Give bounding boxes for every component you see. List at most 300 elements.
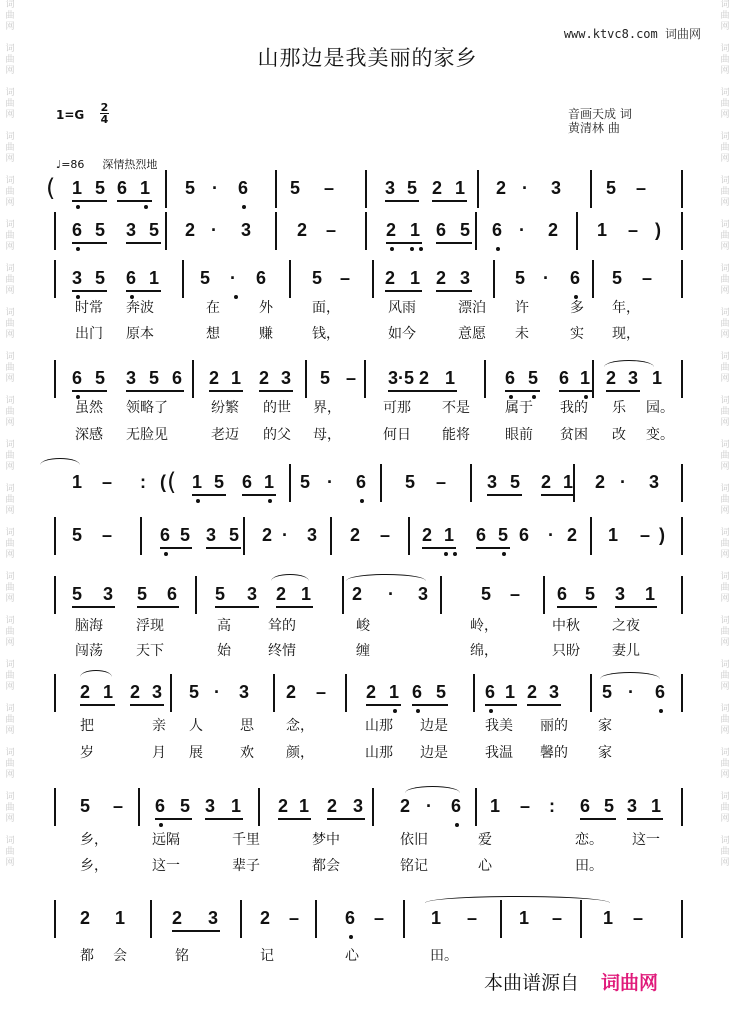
lyric-syllable: 可那	[383, 400, 411, 416]
note: ·	[548, 525, 554, 545]
note: 3	[487, 472, 498, 492]
note: 2	[185, 220, 196, 240]
octave-dot	[410, 247, 414, 251]
note: 5	[604, 796, 615, 816]
note: –	[324, 178, 335, 198]
barline	[258, 788, 260, 826]
lyric-syllable: 远隔	[152, 832, 180, 848]
octave-dot	[144, 205, 148, 209]
beam-underline	[388, 390, 457, 392]
note: 3	[628, 368, 639, 388]
lyric-syllable: 恋。	[575, 832, 603, 848]
note: 1	[519, 908, 530, 928]
note: 5	[214, 472, 225, 492]
note: 1	[140, 178, 151, 198]
note: 3	[241, 220, 252, 240]
beam-underline	[126, 290, 161, 292]
lyric-syllable: 高	[217, 618, 231, 634]
note: ·	[543, 268, 549, 288]
note: 5	[405, 472, 416, 492]
note: 1	[115, 908, 126, 928]
barline	[54, 517, 56, 555]
lyric-syllable: 绵，	[470, 643, 498, 659]
note: 3	[281, 368, 292, 388]
note: 6	[256, 268, 267, 288]
lyric-syllable: 田。	[575, 858, 603, 874]
note: 5	[498, 525, 509, 545]
time-signature: 2 4	[100, 101, 109, 126]
note: 1	[580, 368, 591, 388]
barline	[342, 576, 344, 614]
lyric-syllable: 乡，	[80, 858, 108, 874]
note: 2	[130, 682, 141, 702]
lyric-syllable: 只盼	[552, 643, 580, 659]
note: ·	[327, 472, 333, 492]
note: –	[436, 472, 447, 492]
beam-underline	[559, 390, 592, 392]
note: 5	[229, 525, 240, 545]
beam-underline	[278, 818, 311, 820]
lyric-syllable: 多	[570, 300, 584, 316]
barline	[681, 674, 683, 712]
octave-dot	[393, 709, 397, 713]
note: 3	[247, 584, 258, 604]
note: ·	[426, 796, 432, 816]
note: 3·5	[388, 368, 415, 388]
note: 5	[481, 584, 492, 604]
note: :	[140, 472, 146, 492]
note: 2	[595, 472, 606, 492]
note: 1	[505, 682, 516, 702]
note: 2	[286, 682, 297, 702]
lyric-syllable: 我的	[560, 400, 588, 416]
lyric-syllable: 贫困	[560, 427, 588, 443]
note: 5	[510, 472, 521, 492]
barline	[590, 170, 592, 208]
note: 2	[541, 472, 552, 492]
note: 1	[652, 368, 663, 388]
beam-underline	[205, 818, 243, 820]
barline	[372, 788, 374, 826]
beam-underline	[72, 390, 107, 392]
note: 1	[72, 472, 83, 492]
note: 5	[180, 525, 191, 545]
beam-underline	[72, 290, 107, 292]
barline	[54, 788, 56, 826]
note: 6	[485, 682, 496, 702]
note: 3	[353, 796, 364, 816]
note: 3	[126, 368, 137, 388]
lyric-syllable: 爱	[478, 832, 492, 848]
note: 2	[352, 584, 363, 604]
beam-underline	[366, 704, 401, 706]
beam-underline	[385, 200, 419, 202]
beam-underline	[72, 242, 107, 244]
note: 6	[155, 796, 166, 816]
note: 5	[149, 220, 160, 240]
note: 2	[548, 220, 559, 240]
barline	[408, 517, 410, 555]
note: 1	[264, 472, 275, 492]
lyric-syllable: 属于	[505, 400, 533, 416]
lyric-syllable: 纷繁	[211, 400, 239, 416]
beam-underline	[327, 818, 365, 820]
lyric-syllable: 何日	[383, 427, 411, 443]
note: –	[552, 908, 563, 928]
lyric-syllable: 我美	[485, 718, 513, 734]
lyric-syllable: 丽的	[540, 718, 568, 734]
lyric-syllable: 变。	[646, 427, 674, 443]
expression: 深情热烈地	[102, 158, 158, 171]
beam-underline	[606, 390, 640, 392]
note: 3	[649, 472, 660, 492]
note: 5	[436, 682, 447, 702]
note: 2	[422, 525, 433, 545]
lyric-syllable: 山那	[365, 745, 393, 761]
octave-dot	[419, 247, 423, 251]
note: 1	[445, 368, 456, 388]
note: 6	[242, 472, 253, 492]
note: –	[374, 908, 385, 928]
note: 5	[602, 682, 613, 702]
note: 1	[389, 682, 400, 702]
octave-dot	[444, 552, 448, 556]
lyric-syllable: 田。	[430, 948, 458, 964]
note: 6	[345, 908, 356, 928]
lyric-syllable: 外	[259, 300, 273, 316]
barline	[681, 900, 683, 938]
beam-underline	[385, 290, 422, 292]
note: 3	[385, 178, 396, 198]
lyric-syllable: 现，	[612, 326, 640, 342]
lyric-syllable: 岭，	[470, 618, 498, 634]
note: 3	[307, 525, 318, 545]
lyric-syllable: 展	[189, 745, 203, 761]
octave-dot	[76, 247, 80, 251]
octave-dot	[659, 709, 663, 713]
octave-dot	[130, 295, 134, 299]
tempo-marking	[56, 156, 157, 172]
barline	[289, 464, 291, 502]
beam-underline	[137, 606, 179, 608]
lyric-syllable: 馨的	[540, 745, 568, 761]
note: 3	[152, 682, 163, 702]
note: 2	[366, 682, 377, 702]
lyric-syllable: 峻	[356, 618, 370, 634]
note: 5	[80, 796, 91, 816]
beam-underline	[615, 606, 657, 608]
note: 5	[72, 584, 83, 604]
lyric-syllable: 梦中	[312, 832, 340, 848]
barline	[273, 674, 275, 712]
note: 6	[356, 472, 367, 492]
octave-dot	[159, 823, 163, 827]
octave-dot	[76, 295, 80, 299]
note: 1	[603, 908, 614, 928]
barline	[54, 900, 56, 938]
beam-underline	[386, 242, 422, 244]
note: 1	[608, 525, 619, 545]
tie-slur	[604, 360, 654, 367]
beam-underline	[126, 390, 184, 392]
beam-underline	[485, 704, 517, 706]
note: (	[160, 472, 166, 492]
lyric-syllable: 天下	[136, 643, 164, 659]
note: 2	[496, 178, 507, 198]
barline	[365, 212, 367, 250]
lyric-syllable: 都会	[312, 858, 340, 874]
note: –	[340, 268, 351, 288]
octave-dot	[360, 499, 364, 503]
note: –	[520, 796, 531, 816]
note: 1	[490, 796, 501, 816]
tie-slur	[600, 672, 660, 679]
lyric-syllable: 欢	[240, 745, 254, 761]
lyric-syllable: 铭记	[400, 858, 428, 874]
lyric-syllable: 颜，	[286, 745, 314, 761]
beam-underline	[206, 547, 241, 549]
lyric-syllable: 之夜	[612, 618, 640, 634]
tempo-bpm: ♩=86	[56, 158, 85, 171]
note: 6	[492, 220, 503, 240]
barline	[364, 360, 366, 398]
note: 3	[549, 682, 560, 702]
note: 1	[231, 796, 242, 816]
barline	[345, 674, 347, 712]
barline	[54, 674, 56, 712]
lyric-syllable: 家	[598, 718, 612, 734]
note: 6	[172, 368, 183, 388]
barline	[681, 212, 683, 250]
lyric-syllable: 记	[260, 948, 274, 964]
source-footer	[484, 968, 658, 995]
barline	[592, 360, 594, 398]
barline	[475, 212, 477, 250]
lyric-syllable: 山那	[365, 718, 393, 734]
note: 6	[655, 682, 666, 702]
note: –	[510, 584, 521, 604]
note: 1	[651, 796, 662, 816]
note: 2	[80, 908, 91, 928]
lyric-syllable: 改	[612, 427, 626, 443]
source-brand: 词曲网	[601, 972, 659, 994]
note: ·	[282, 525, 288, 545]
beam-underline	[72, 606, 115, 608]
note: 5	[95, 220, 106, 240]
note: 5	[200, 268, 211, 288]
octave-dot	[489, 709, 493, 713]
beam-underline	[242, 494, 276, 496]
lyric-syllable: 耸的	[268, 618, 296, 634]
octave-dot	[242, 205, 246, 209]
beam-underline	[432, 200, 467, 202]
note: 5	[460, 220, 471, 240]
lyric-syllable: 实	[570, 326, 584, 342]
note: 6	[476, 525, 487, 545]
lyric-syllable: 终情	[268, 643, 296, 659]
note: –	[316, 682, 327, 702]
beam-underline	[160, 547, 192, 549]
lyric-syllable: 领略了	[126, 400, 168, 416]
lyric-syllable: 思	[240, 718, 254, 734]
note: –	[633, 908, 644, 928]
note: 1	[149, 268, 160, 288]
barline	[243, 517, 245, 555]
note: 6	[72, 220, 83, 240]
octave-dot	[196, 499, 200, 503]
note: 6	[167, 584, 178, 604]
tie-slur	[40, 458, 80, 465]
note: 6	[72, 368, 83, 388]
note: 1	[410, 268, 421, 288]
octave-dot	[349, 935, 353, 939]
note: –	[640, 525, 651, 545]
barline	[493, 260, 495, 298]
barline	[192, 360, 194, 398]
barline	[140, 517, 142, 555]
octave-dot	[574, 295, 578, 299]
barline	[372, 260, 374, 298]
note: ·	[522, 178, 528, 198]
lyric-syllable: 乐	[612, 400, 626, 416]
lyric-syllable: 闯荡	[75, 643, 103, 659]
note: 5	[606, 178, 617, 198]
site-header[interactable]	[564, 25, 701, 42]
barline	[54, 212, 56, 250]
note: 5	[300, 472, 311, 492]
note: 5	[320, 368, 331, 388]
note: 5	[95, 178, 106, 198]
note: 5	[180, 796, 191, 816]
lyric-syllable: 不是	[442, 400, 470, 416]
beam-underline	[527, 704, 561, 706]
lyric-syllable: 眼前	[505, 427, 533, 443]
note: 2	[209, 368, 220, 388]
lyric-syllable: 在	[206, 300, 220, 316]
beam-underline	[422, 547, 456, 549]
lyric-syllable: 妻儿	[612, 643, 640, 659]
lyric-syllable: 的世	[263, 400, 291, 416]
note: 6	[519, 525, 530, 545]
lyric-syllable: 千里	[232, 832, 260, 848]
beam-underline	[209, 390, 243, 392]
note: 2	[567, 525, 578, 545]
note: 5	[95, 368, 106, 388]
note: 5	[95, 268, 106, 288]
lyric-syllable: 中秋	[552, 618, 580, 634]
lyric-syllable: 我温	[485, 745, 513, 761]
octave-dot	[164, 552, 168, 556]
beam-underline	[627, 818, 663, 820]
octave-dot	[76, 205, 80, 209]
lyric-syllable: 依旧	[400, 832, 428, 848]
barline	[138, 788, 140, 826]
barline	[195, 576, 197, 614]
lyric-syllable: 岁	[80, 745, 94, 761]
barline	[681, 788, 683, 826]
lyric-syllable: 风雨	[388, 300, 416, 316]
barline	[500, 900, 502, 938]
barline	[54, 360, 56, 398]
note: 3	[208, 908, 219, 928]
lyric-syllable: 把	[80, 718, 94, 734]
lyric-syllable: 虽然	[75, 400, 103, 416]
barline	[681, 360, 683, 398]
lyric-syllable: 钱，	[312, 326, 340, 342]
note: 6	[412, 682, 423, 702]
barline	[165, 170, 167, 208]
barline	[576, 212, 578, 250]
barline	[681, 464, 683, 502]
lyric-syllable: 浮现	[136, 618, 164, 634]
note: 6	[126, 268, 137, 288]
barline	[182, 260, 184, 298]
lyric-syllable: 人	[189, 718, 203, 734]
note: 3	[239, 682, 250, 702]
note: 6	[117, 178, 128, 198]
beam-underline	[172, 930, 220, 932]
lyric-syllable: 原本	[126, 326, 154, 342]
note: –	[346, 368, 357, 388]
barline	[681, 170, 683, 208]
lyric-syllable: 时常	[75, 300, 103, 316]
octave-dot	[509, 395, 513, 399]
barline	[315, 900, 317, 938]
note: 6	[557, 584, 568, 604]
note: 1	[192, 472, 203, 492]
note: –	[326, 220, 337, 240]
beam-underline	[276, 606, 313, 608]
note: ·	[388, 584, 394, 604]
barline	[477, 170, 479, 208]
barline	[440, 576, 442, 614]
lyric-syllable: 家	[598, 745, 612, 761]
beam-underline	[580, 818, 616, 820]
note: 5	[72, 525, 83, 545]
barline	[403, 900, 405, 938]
octave-dot	[532, 395, 536, 399]
octave-dot	[455, 823, 459, 827]
note: ·	[230, 268, 236, 288]
barline	[590, 517, 592, 555]
tie-slur	[271, 574, 309, 581]
note: 2	[172, 908, 183, 928]
note: 3	[627, 796, 638, 816]
lyric-syllable: 老迈	[211, 427, 239, 443]
note: –	[467, 908, 478, 928]
note: 3	[103, 584, 114, 604]
site-name[interactable]: 词曲网	[664, 27, 701, 41]
lyric-syllable: 赚	[259, 326, 273, 342]
site-url[interactable]: www.ktvc8.com	[563, 27, 658, 41]
note: 2	[432, 178, 443, 198]
octave-dot	[584, 395, 588, 399]
barline	[475, 788, 477, 826]
note: 2	[262, 525, 273, 545]
note: 3	[205, 796, 216, 816]
barline	[573, 464, 575, 502]
note: 5	[215, 584, 226, 604]
note: 2	[419, 368, 430, 388]
barline	[330, 517, 332, 555]
lyric-syllable: 能将	[442, 427, 470, 443]
note: 5	[585, 584, 596, 604]
lyric-syllable: 边是	[420, 718, 448, 734]
barline	[54, 576, 56, 614]
beam-underline	[476, 547, 510, 549]
note: 6	[570, 268, 581, 288]
note: 2	[297, 220, 308, 240]
